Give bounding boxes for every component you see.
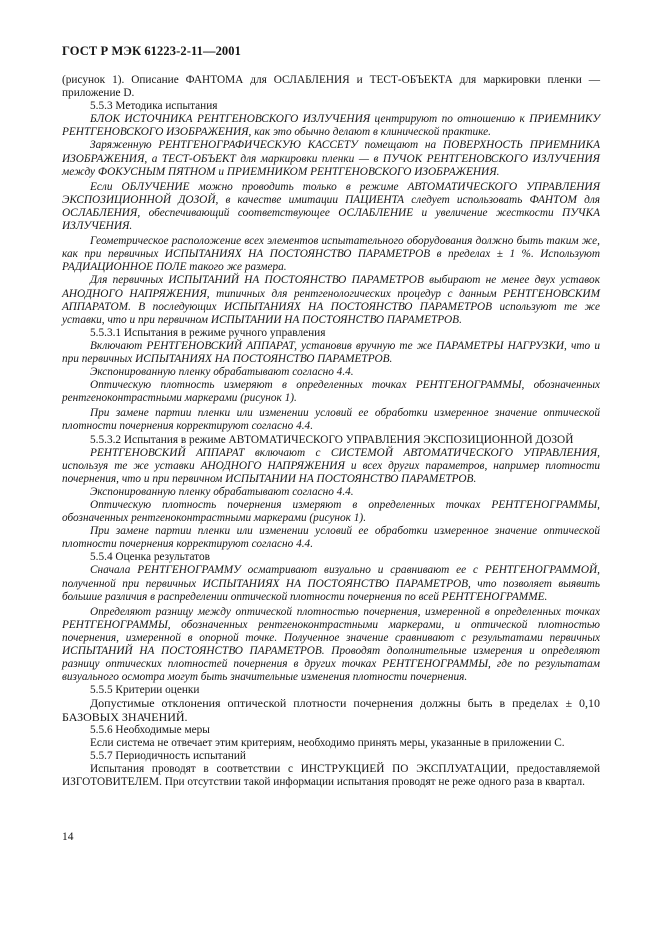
paragraph-film-processing-2: Экспонированную пленку обрабатывают согласно 4.4. [90, 485, 354, 498]
section-heading-5-5-3-2: 5.5.3.2 Испытания в режиме АВТОМАТИЧЕСКОГО УПРАВЛЕНИЯ ЭКСПОЗИЦИОННОЙ ДОЗОЙ [90, 433, 574, 446]
paragraph-periodicity: Испытания проводят в соответствии с ИНСТРУКЦИЕЙ ПО ЭКСПЛУАТАЦИИ, предоставляемой ИЗГОТОВИТЕЛЕМ. При отсутствии такой информации испытания проводят не реже одного раза в квартал. [62, 762, 600, 788]
paragraph-figure-ref: (рисунок 1). Описание ФАНТОМА для ОСЛАБЛЕНИЯ и ТЕСТ-ОБЪЕКТА для маркировки пленки — приложение D. [62, 74, 600, 100]
paragraph-phantom: Если ОБЛУЧЕНИЕ можно проводить только в режиме АВТОМАТИЧЕСКОГО УПРАВЛЕНИЯ ЭКСПОЗИЦИОННОЙ ДОЗОЙ, в качестве имитации ПАЦИЕНТА следует использовать ФАНТОМ для ОСЛАБЛЕНИЯ, обеспечивающий соответствующее ОСЛАБЛЕНИЕ и увеличение жесткости ПУЧКА ИЗЛУЧЕНИЯ. [62, 180, 600, 233]
section-heading-5-5-3: 5.5.3 Методика испытания [90, 100, 218, 113]
section-heading-5-5-3-1: 5.5.3.1 Испытания в режиме ручного управления [90, 326, 326, 339]
section-heading-5-5-4: 5.5.4 Оценка результатов [90, 551, 210, 564]
paragraph-auto-start: РЕНТГЕНОВСКИЙ АППАРАТ включают с СИСТЕМОЙ АВТОМАТИЧЕСКОГО УПРАВЛЕНИЯ, используя те же уставки АНОДНОГО НАПРЯЖЕНИЯ и всех других параметров, например плотности почернения, что и при первичном ИСПЫТАНИИ НА ПОСТОЯНСТВО ПАРАМЕТРОВ. [62, 446, 600, 485]
section-heading-5-5-5: 5.5.5 Критерии оценки [90, 684, 200, 697]
section-heading-5-5-7: 5.5.7 Периодичность испытаний [90, 749, 246, 762]
paragraph-density-measure-2: Оптическую плотность почернения измеряют в определенных точках РЕНТГЕНОГРАММЫ, обозначенных рентгеноконтрастными маркерами (рисунок 1). [62, 499, 600, 525]
paragraph-film-processing: Экспонированную пленку обрабатывают согласно 4.4. [90, 366, 354, 379]
paragraph-density-difference: Определяют разницу между оптической плотностью почернения, измеренной в определенных точках РЕНТГЕНОГРАММЫ, обозначенных рентгеноконтрастными маркерами, и оптической плотностью почернения, измеренной в опорной точке. Полученное значение сравнивают с результатами первичных ИСПЫТАНИЙ НА ПОСТОЯНСТВО ПАРАМЕТРОВ. Проводят дополнительные измерения и определяют разницу оптических плотностей почернения в других точках РЕНТГЕНОГРАММЫ, где по результатам визуального осмотра могут быть значительные изменения плотности почернения. [62, 605, 600, 684]
paragraph-measures: Если система не отвечает этим критериям, необходимо принять меры, указанные в приложении С. [90, 736, 565, 749]
paragraph-visual-inspection: Сначала РЕНТГЕНОГРАММУ осматривают визуально и сравнивают ее с РЕНТГЕНОГРАММОЙ, полученной при первичных ИСПЫТАНИЯХ НА ПОСТОЯНСТВО ПАРАМЕТРОВ, что позволяет выявить большие различия в распределении оптической плотности почернения по всей РЕНТГЕНОГРАММЕ. [62, 564, 600, 603]
paragraph-density-correct: При замене партии пленки или изменении условий ее обработки измеренное значение оптической плотности почернения корректируют согласно 4.4. [62, 407, 600, 433]
document-body [62, 74, 600, 789]
paragraph-centering: БЛОК ИСТОЧНИКА РЕНТГЕНОВСКОГО ИЗЛУЧЕНИЯ центрируют по отношению к ПРИЕМНИКУ РЕНТГЕНОВСКОГО ИЗОБРАЖЕНИЯ, как это обычно делают в клинической практике. [62, 113, 600, 139]
paragraph-density-correct-2: При замене партии пленки или изменении условий ее обработки измеренное значение оптической плотности почернения корректируют согласно 4.4. [62, 525, 600, 551]
section-heading-5-5-6: 5.5.6 Необходимые меры [90, 723, 210, 736]
standard-header: ГОСТ Р МЭК 61223-2-11—2001 [62, 44, 241, 58]
paragraph-settings: Для первичных ИСПЫТАНИЙ НА ПОСТОЯНСТВО ПАРАМЕТРОВ выбирают не менее двух уставок АНОДНОГО НАПРЯЖЕНИЯ, типичных для рентгенологических процедур с данным РЕНТГЕНОВСКИМ АППАРАТОМ. В последующих ИСПЫТАНИЯХ НА ПОСТОЯНСТВО ПАРАМЕТРОВ используют те же уставки, что и при первичном ИСПЫТАНИИ НА ПОСТОЯНСТВО ПАРАМЕТРОВ. [62, 274, 600, 326]
paragraph-cassette: Заряженную РЕНТГЕНОГРАФИЧЕСКУЮ КАССЕТУ помещают на ПОВЕРХНОСТЬ ПРИЕМНИКА ИЗОБРАЖЕНИЯ, а ТЕСТ-ОБЪЕКТ для маркировки пленки — в ПУЧОК РЕНТГЕНОВСКОГО ИЗЛУЧЕНИЯ между ФОКУСНЫМ ПЯТНОМ и ПРИЕМНИКОМ РЕНТГЕНОВСКОГО ИЗОБРАЖЕНИЯ. [62, 139, 600, 178]
paragraph-criteria: Допустимые отклонения оптической плотности почернения должны быть в пределах ± 0,10 БАЗОВЫХ ЗНАЧЕНИЙ. [62, 696, 600, 724]
paragraph-geometry: Геометрическое расположение всех элементов испытательного оборудования должно быть таким же, как при первичных ИСПЫТАНИЯХ НА ПОСТОЯНСТВО ПАРАМЕТРОВ в пределах ± 1 %. Используют РАДИАЦИОННОЕ ПОЛЕ такого же размера. [62, 235, 600, 274]
page-number: 14 [62, 831, 74, 843]
paragraph-manual-start: Включают РЕНТГЕНОВСКИЙ АППАРАТ, установив вручную те же ПАРАМЕТРЫ НАГРУЗКИ, что и при первичных ИСПЫТАНИЯХ НА ПОСТОЯНСТВО ПАРАМЕТРОВ. [62, 339, 600, 365]
paragraph-density-measure: Оптическую плотность измеряют в определенных точках РЕНТГЕНОГРАММЫ, обозначенных рентгеноконтрастными маркерами (рисунок 1). [62, 379, 600, 405]
